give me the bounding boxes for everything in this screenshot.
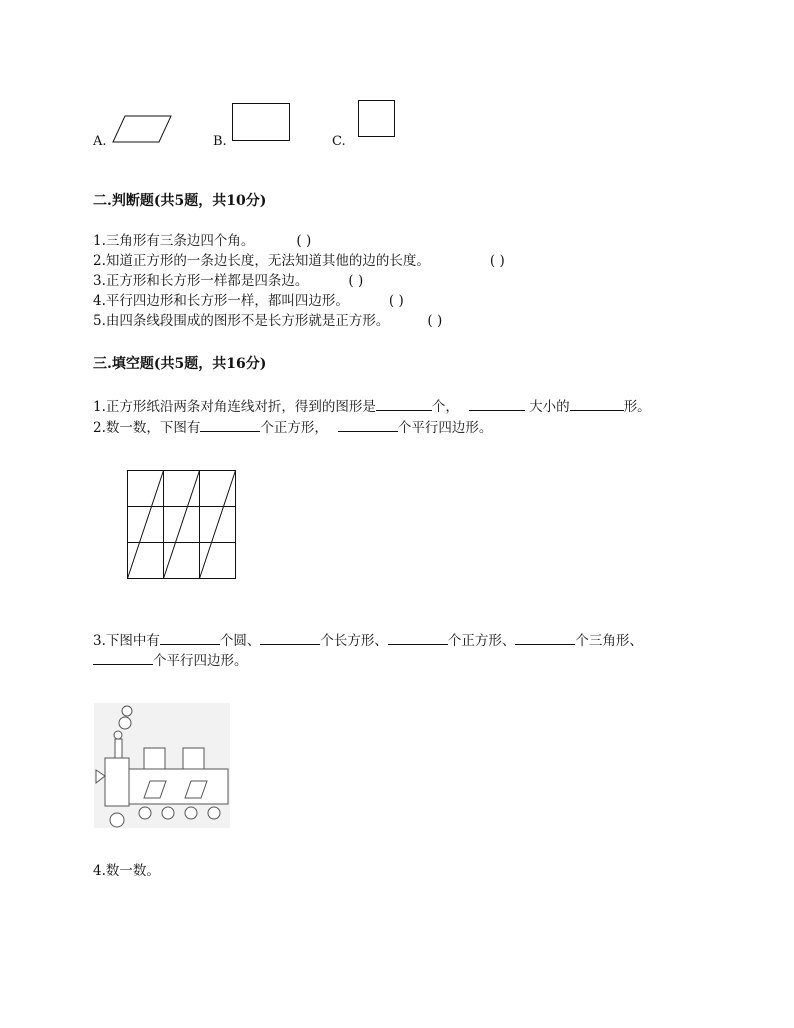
fill-item-3-line-2 [93,650,248,671]
judge-item-3-answer[interactable]: ( ) [348,273,364,289]
fill-item-1-blank-1[interactable] [376,396,432,411]
fill-item-2-text-c: 个平行四边形。 [397,420,493,436]
fill-item-1-text-c: 大小的 [524,399,570,415]
rectangle-figure [232,103,292,143]
fill-item-2-blank-1[interactable] [200,417,260,432]
judge-item-2 [93,251,505,271]
section-3-title: 三.填空题(共5题，共16分) [93,356,267,372]
fill-item-2 [93,417,492,438]
fill-item-1-text-b: 个， [431,399,459,415]
fill-item-4: 4.数一数。 [93,863,160,879]
fill-item-3-text-a: 3.下图中有 [93,633,160,649]
option-c-label: C. [332,134,346,149]
fill-item-1-blank-2[interactable] [469,396,525,411]
judge-item-5-answer[interactable]: ( ) [427,313,443,329]
fill-item-3-blank-4[interactable] [515,630,575,645]
judge-item-2-text: 2.知道正方形的一条边长度，无法知道其他的边的长度。 [93,253,430,269]
fill-item-1-blank-3[interactable] [570,396,624,411]
option-a-label: A. [93,134,107,149]
judge-item-4-text: 4.平行四边形和长方形一样，都叫四边形。 [93,293,349,309]
fill-item-3-text-c: 个长方形、 [320,633,388,649]
fill-item-3-blank-5[interactable] [93,650,153,665]
option-b-label: B. [213,134,227,149]
fill-item-3-blank-3[interactable] [388,630,448,645]
fill-item-1 [93,396,651,417]
judge-item-5-text: 5.由四条线段围成的图形不是长方形就是正方形。 [93,313,390,329]
judge-item-5 [93,311,442,331]
fill-item-3-text-e: 个三角形、 [575,633,643,649]
judge-item-3 [93,271,363,291]
section-2-title: 二.判断题(共5题，共10分) [93,193,267,209]
train-figure [94,703,232,829]
fill-item-3-blank-2[interactable] [260,630,320,645]
fill-item-3-text-f: 个平行四边形。 [153,653,248,669]
fill-item-2-text-a: 2.数一数，下图有 [93,420,201,436]
judge-item-4-answer[interactable]: ( ) [388,293,404,309]
fill-item-2-blank-2[interactable] [338,417,398,432]
fill-item-3-text-d: 个正方形、 [447,633,516,649]
judge-item-1 [93,231,311,251]
judge-item-2-answer[interactable]: ( ) [489,253,505,269]
fill-item-2-text-b: 个正方形， [260,420,328,436]
judge-item-1-text: 1.三角形有三条边四个角。 [93,233,255,249]
fill-item-1-text-d: 形。 [623,399,651,415]
judge-item-4 [93,291,404,311]
parallelogram-figure [113,114,173,144]
judge-item-1-answer[interactable]: ( ) [296,233,312,249]
fill-item-3-line-1 [93,630,643,651]
fill-item-1-text-a: 1.正方形纸沿两条对角连线对折，得到的图形是 [93,399,376,415]
grid-parallelogram-figure [127,470,239,582]
judge-item-3-text: 3.正方形和长方形一样都是四条边。 [93,273,309,289]
fill-item-3-text-b: 个圆、 [219,633,261,649]
square-figure [358,100,398,140]
fill-item-3-blank-1[interactable] [160,630,220,645]
